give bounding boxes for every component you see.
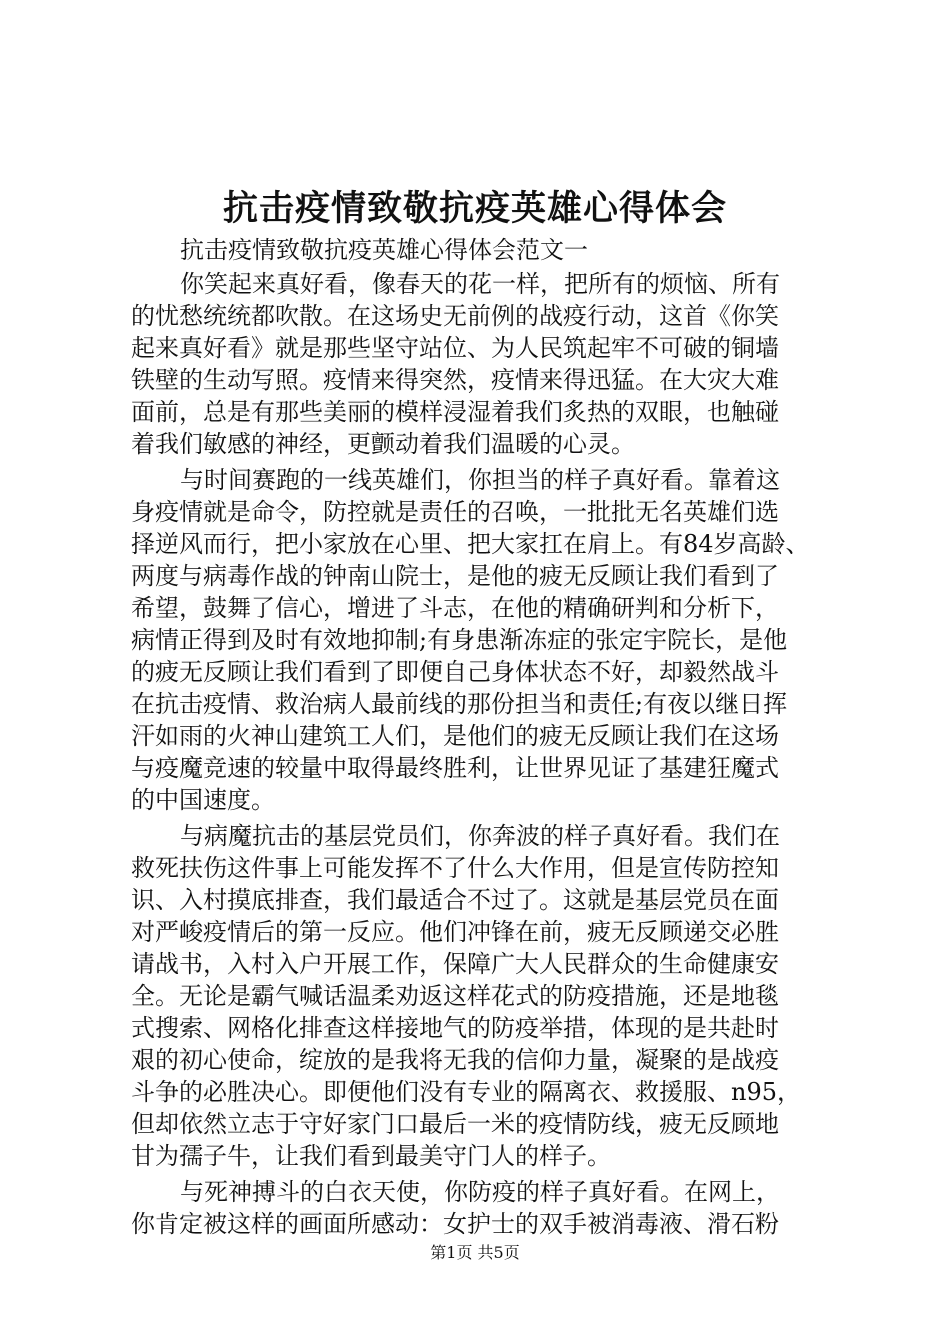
paragraph-line: 希望，鼓舞了信心，增进了斗志，在他的精确研判和分析下， <box>131 594 779 622</box>
paragraph-line: 汗如雨的火神山建筑工人们，是他们的疲无反顾让我们在这场 <box>131 722 779 750</box>
document-subtitle: 抗击疫情致敬抗疫英雄心得体会范文一 <box>180 236 588 264</box>
paragraph-line: 病情正得到及时有效地抑制;有身患渐冻症的张定宇院长，是他 <box>131 626 788 654</box>
paragraph-line: 对严峻疫情后的第一反应。他们冲锋在前，疲无反顾递交必胜 <box>131 918 779 946</box>
paragraph-line: 的疲无反顾让我们看到了即便自己身体状态不好，却毅然战斗 <box>131 658 779 686</box>
paragraph-line: 着我们敏感的神经，更颤动着我们温暖的心灵。 <box>131 430 635 458</box>
paragraph-line: 与疫魔竞速的较量中取得最终胜利，让世界见证了基建狂魔式 <box>131 754 779 782</box>
paragraph-line: 但却依然立志于守好家门口最后一米的疫情防线，疲无反顾地 <box>131 1110 779 1138</box>
paragraph-line: 斗争的必胜决心。即便他们没有专业的隔离衣、救援服、n95， <box>131 1078 801 1106</box>
paragraph-line: 式搜索、网格化排查这样接地气的防疫举措，体现的是共赴时 <box>131 1014 779 1042</box>
paragraph-line: 与时间赛跑的一线英雄们，你担当的样子真好看。靠着这 <box>180 466 780 494</box>
paragraph-line: 铁壁的生动写照。疫情来得突然，疫情来得迅猛。在大灾大难 <box>131 366 779 394</box>
paragraph-line: 识、入村摸底排查，我们最适合不过了。这就是基层党员在面 <box>131 886 779 914</box>
paragraph-line: 艰的初心使命，绽放的是我将无我的信仰力量，凝聚的是战疫 <box>131 1046 779 1074</box>
paragraph-line: 在抗击疫情、救治病人最前线的那份担当和责任;有夜以继日挥 <box>131 690 788 718</box>
document-title: 抗击疫情致敬抗疫英雄心得体会 <box>222 188 727 229</box>
paragraph-line: 两度与病毒作战的钟南山院士，是他的疲无反顾让我们看到了 <box>131 562 779 590</box>
paragraph-line: 身疫情就是命令，防控就是责任的召唤，一批批无名英雄们选 <box>131 498 779 526</box>
paragraph-line: 与死神搏斗的白衣天使，你防疫的样子真好看。在网上， <box>180 1178 780 1206</box>
paragraph-line: 救死扶伤这件事上可能发挥不了什么大作用，但是宣传防控知 <box>131 854 779 882</box>
paragraph-line: 甘为孺子牛，让我们看到最美守门人的样子。 <box>131 1142 611 1170</box>
paragraph-line: 起来真好看》就是那些坚守站位、为人民筑起牢不可破的铜墙 <box>131 334 779 362</box>
paragraph-line: 全。无论是霸气喊话温柔劝返这样花式的防疫措施，还是地毯 <box>131 982 779 1010</box>
paragraph-line: 面前，总是有那些美丽的模样浸湿着我们炙热的双眼，也触碰 <box>131 398 779 426</box>
paragraph-line: 你肯定被这样的画面所感动：女护士的双手被消毒液、滑石粉 <box>131 1210 779 1238</box>
paragraph-line: 请战书，入村入户开展工作，保障广大人民群众的生命健康安 <box>131 950 779 978</box>
page-footer: 第1页 共5页 <box>430 1243 520 1262</box>
paragraph-line: 的中国速度。 <box>131 786 275 814</box>
paragraph-line: 你笑起来真好看，像春天的花一样，把所有的烦恼、所有 <box>180 270 780 298</box>
paragraph-line: 的忧愁统统都吹散。在这场史无前例的战疫行动，这首《你笑 <box>131 302 779 330</box>
paragraph-line: 与病魔抗击的基层党员们，你奔波的样子真好看。我们在 <box>180 822 780 850</box>
paragraph-line: 择逆风而行，把小家放在心里、把大家扛在肩上。有84岁高龄、 <box>131 530 810 558</box>
